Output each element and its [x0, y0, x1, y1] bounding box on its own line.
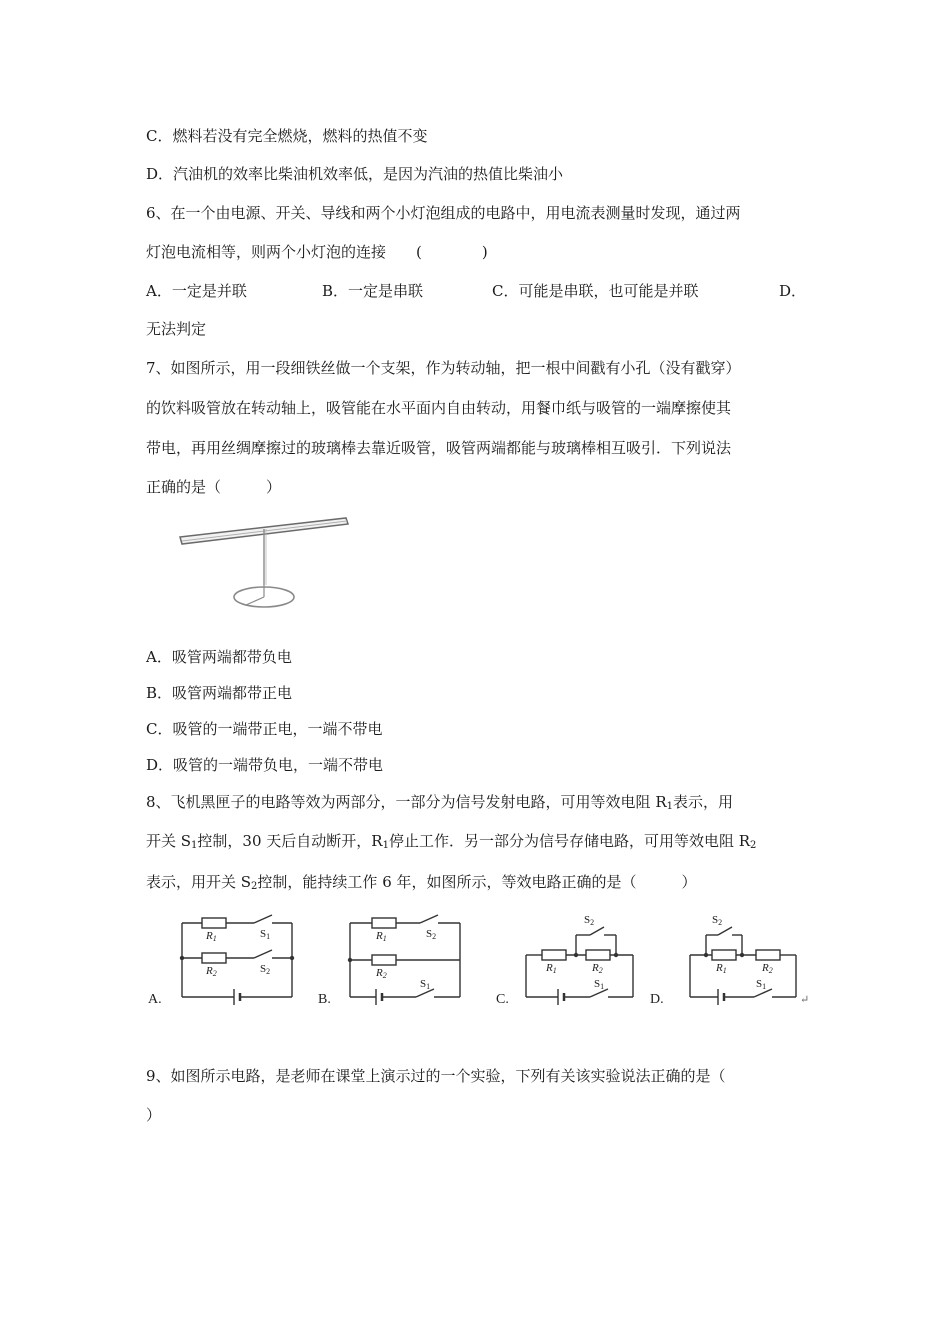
q8-circuit-options: [140, 905, 820, 1035]
svg-text:S1: S1: [420, 978, 431, 991]
q6-option-c: C．可能是串联，也可能是并联: [492, 282, 699, 300]
svg-text:R1: R1: [376, 930, 387, 943]
svg-text:R1: R1: [546, 962, 557, 975]
svg-text:R2: R2: [206, 965, 217, 978]
circuit-b-label: B.: [318, 992, 331, 1007]
svg-text:S2: S2: [712, 914, 723, 927]
q7-option-c: C．吸管的一端带正电，一端不带电: [146, 720, 383, 738]
q9-stem-line1: 9、如图所示电路，是老师在课堂上演示过的一个实验，下列有关该实验说法正确的是（: [146, 1067, 726, 1085]
q8-stem-line3: 表示，用开关 $S_2$控制，能持续工作 6 年，如图所示，等效电路正确的是（ ）: [146, 873, 697, 892]
circuit-a-label: A.: [148, 992, 162, 1007]
q6-option-d: D．: [779, 282, 807, 300]
circuit-a: [182, 915, 292, 1005]
return-mark: ↵: [800, 994, 810, 1006]
q6-option-a: A．一定是并联: [146, 282, 247, 300]
svg-text:S2: S2: [426, 928, 437, 941]
circuit-d: [690, 927, 796, 1005]
q7-stem-line3: 带电，再用丝绸摩擦过的玻璃棒去靠近吸管，吸管两端都能与玻璃棒相互吸引．下列说法: [146, 439, 732, 457]
svg-text:R1: R1: [206, 930, 217, 943]
q7-stem-line1: 7、如图所示，用一段细铁丝做一个支架，作为转动轴，把一根中间戳有小孔（没有戳穿）: [146, 359, 741, 377]
q7-option-a: A．吸管两端都带负电: [146, 648, 292, 666]
svg-text:R1: R1: [716, 962, 727, 975]
straw-stand-figure: [170, 505, 360, 615]
svg-text:R2: R2: [762, 962, 773, 975]
circuit-c-label: C.: [496, 992, 509, 1007]
q6-option-d-continued: 无法判定: [146, 320, 207, 338]
q5-option-d: D．汽油机的效率比柴油机效率低，是因为汽油的热值比柴油小: [146, 165, 564, 183]
svg-text:R2: R2: [376, 967, 387, 980]
svg-text:R2: R2: [592, 962, 603, 975]
q7-option-b: B．吸管两端都带正电: [146, 684, 293, 702]
svg-text:S1: S1: [756, 978, 767, 991]
q9-stem-line2: ）: [146, 1106, 162, 1124]
svg-text:S1: S1: [594, 978, 605, 991]
circuit-b: [350, 915, 460, 1005]
q5-option-c: C．燃料若没有完全燃烧，燃料的热值不变: [146, 127, 428, 145]
q7-option-d: D．吸管的一端带负电，一端不带电: [146, 756, 384, 774]
q6-stem-line2: 灯泡电流相等，则两个小灯泡的连接 ( ): [146, 243, 488, 261]
svg-text:S2: S2: [584, 914, 595, 927]
q7-stem-line4: 正确的是（ ）: [146, 478, 282, 496]
circuit-d-label: D.: [650, 992, 664, 1007]
svg-text:S2: S2: [260, 963, 271, 976]
q7-stem-line2: 的饮料吸管放在转动轴上，吸管能在水平面内自由转动，用餐巾纸与吸管的一端摩擦使其: [146, 399, 732, 417]
q6-stem-line1: 6、在一个由电源、开关、导线和两个小灯泡组成的电路中，用电流表测量时发现，通过两: [146, 204, 741, 222]
q8-stem-line2: 开关 $S_1$控制，30 天后自动断开，$R_1$停止工作．另一部分为信号存储电路，可用等效电阻 $R_2$: [146, 832, 757, 851]
circuit-c: [526, 927, 633, 1005]
q6-option-b: B．一定是串联: [322, 282, 424, 300]
svg-text:S1: S1: [260, 928, 271, 941]
q8-stem-line1: 8、飞机黑匣子的电路等效为两部分，一部分为信号发射电路，可用等效电阻 $R_1$表示，用: [146, 793, 733, 812]
